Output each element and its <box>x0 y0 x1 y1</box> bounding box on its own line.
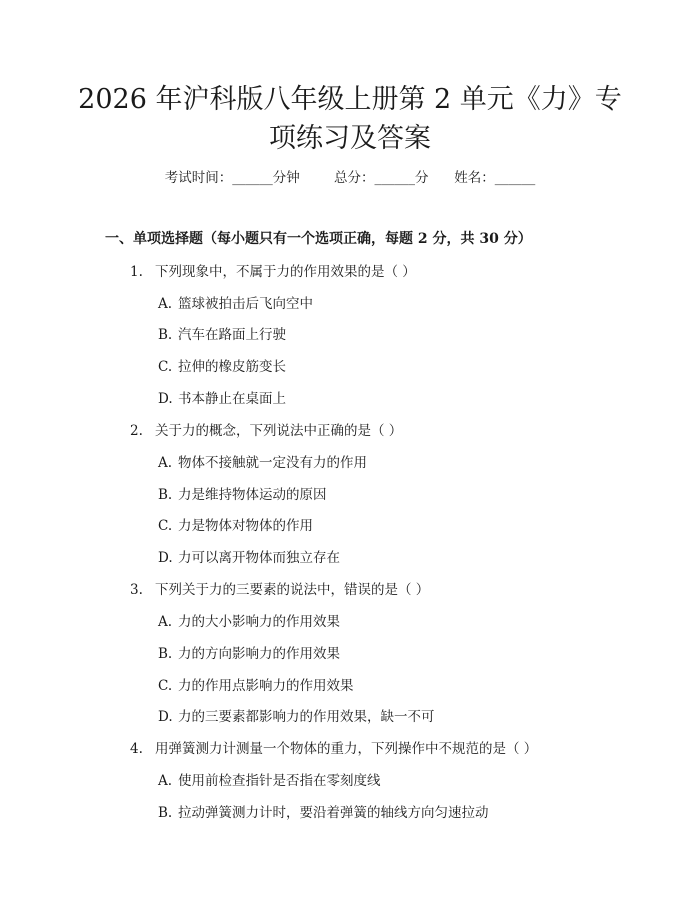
question-number: 1. <box>130 264 143 280</box>
option-3c <box>158 676 354 696</box>
option-text: 力是物体对物体的作用 <box>178 518 313 534</box>
option-text: 力的作用点影响力的作用效果 <box>178 678 354 694</box>
total-score: 总分：______分 <box>334 170 429 186</box>
option-text: 使用前检查指针是否指在零刻度线 <box>178 773 381 789</box>
option-text: 力的方向影响力的作用效果 <box>178 646 340 662</box>
exam-meta <box>0 168 700 188</box>
option-letter: C. <box>158 678 173 694</box>
section-heading: 一、单项选择题（每小题只有一个选项正确，每题 2 分，共 30 分） <box>105 231 532 247</box>
option-2a <box>158 453 367 473</box>
option-1c <box>158 357 286 377</box>
option-3b <box>158 644 340 664</box>
option-text: 书本静止在桌面上 <box>178 391 286 407</box>
option-letter: A. <box>158 614 173 630</box>
question-2 <box>130 421 402 441</box>
question-text: 用弹簧测力计测量一个物体的重力，下列操作中不规范的是（ ） <box>155 741 538 757</box>
question-4 <box>130 739 537 759</box>
question-text: 关于力的概念，下列说法中正确的是（ ） <box>155 423 403 439</box>
option-text: 汽车在路面上行驶 <box>178 327 286 343</box>
option-4b <box>158 803 489 823</box>
title-line-2: 项练习及答案 <box>269 123 431 154</box>
option-text: 力可以离开物体而独立存在 <box>178 550 340 566</box>
option-1a <box>158 294 313 314</box>
question-number: 3. <box>130 582 143 598</box>
option-text: 拉动弹簧测力计时，要沿着弹簧的轴线方向匀速拉动 <box>178 805 489 821</box>
option-text: 物体不接触就一定没有力的作用 <box>178 455 367 471</box>
option-letter: D. <box>158 709 173 725</box>
student-name: 姓名：______ <box>454 170 536 186</box>
option-1b <box>158 325 286 345</box>
option-letter: A. <box>158 773 173 789</box>
question-text: 下列关于力的三要素的说法中，错误的是（ ） <box>155 582 430 598</box>
option-letter: A. <box>158 296 173 312</box>
option-4a <box>158 771 381 791</box>
question-number: 2. <box>130 423 143 439</box>
option-letter: D. <box>158 550 173 566</box>
exam-time: 考试时间：______分钟 <box>164 170 300 186</box>
option-text: 拉伸的橡皮筋变长 <box>178 359 286 375</box>
option-2c <box>158 516 313 536</box>
title-line-1: 2026 年沪科版八年级上册第 2 单元《力》专 <box>78 84 622 115</box>
option-text: 篮球被拍击后飞向空中 <box>178 296 313 312</box>
option-letter: C. <box>158 359 173 375</box>
option-1d <box>158 389 286 409</box>
option-letter: D. <box>158 391 173 407</box>
option-2d <box>158 548 340 568</box>
option-letter: B. <box>158 327 173 343</box>
option-letter: B. <box>158 487 173 503</box>
question-1 <box>130 262 416 282</box>
option-text: 力是维持物体运动的原因 <box>178 487 327 503</box>
option-letter: B. <box>158 646 173 662</box>
option-3a <box>158 612 340 632</box>
option-2b <box>158 485 327 505</box>
option-letter: C. <box>158 518 173 534</box>
option-letter: B. <box>158 805 173 821</box>
option-letter: A. <box>158 455 173 471</box>
option-text: 力的大小影响力的作用效果 <box>178 614 340 630</box>
option-text: 力的三要素都影响力的作用效果，缺一不可 <box>178 709 435 725</box>
question-3 <box>130 580 429 600</box>
option-3d <box>158 707 435 727</box>
question-text: 下列现象中，不属于力的作用效果的是（ ） <box>155 264 416 280</box>
question-number: 4. <box>130 741 143 757</box>
